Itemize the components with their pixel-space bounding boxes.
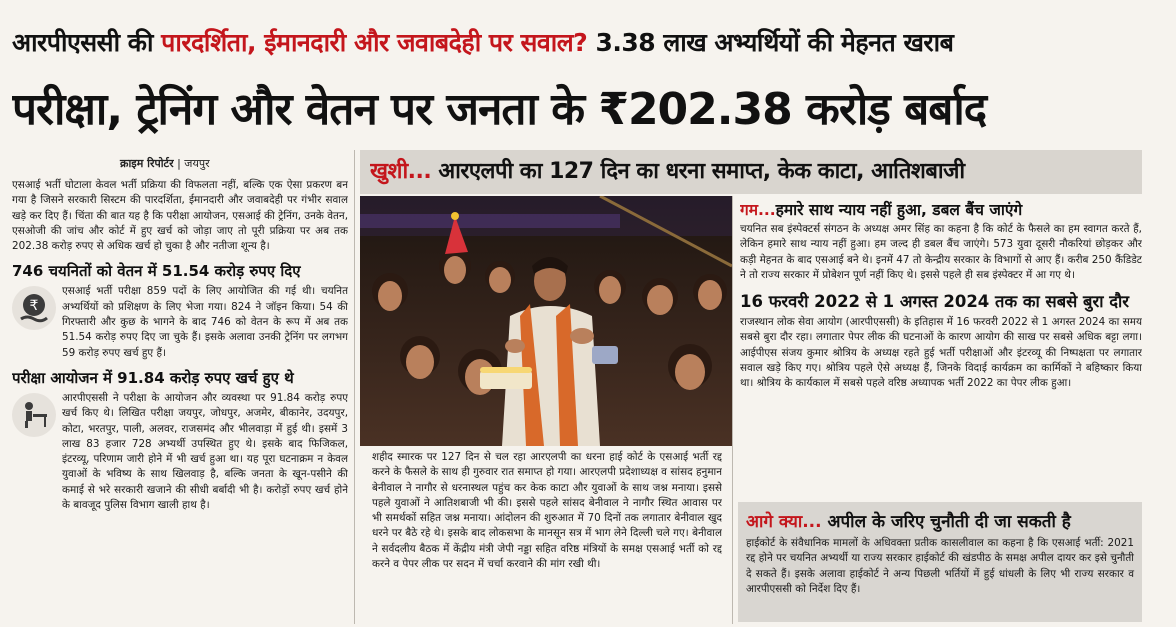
byline-reporter: क्राइम रिपोर्टर — [120, 157, 174, 170]
subhead-exam-cost: परीक्षा आयोजन में 91.84 करोड़ रुपए खर्च हुए थे — [12, 368, 294, 387]
svg-text:₹: ₹ — [29, 298, 39, 315]
salary-section — [12, 284, 348, 360]
worst-period-paragraph: राजस्थान लोक सेवा आयोग (आरपीएससी) के इतिहास में 16 फरवरी 2022 से 1 अगस्त 2024 का समय सबसे बुरा दौर रहा। लगातार पेपर लीक की घटनाओं के कारण आयोग की साख पर सबसे अधिक बट्टा लगा। आईपीएस संजय कुमार श्रोत्रिय के अध्यक्ष रहते हुई भर्ती परीक्षाओं और इंटरव्यू की निष्पक्षता पर लगातार सवाल खड़े किए गए। श्रोत्रिय पहले ऐसे अध्यक्ष हैं, जिनके विदाई कार्यक्रम का कार्मिकों ने बहिष्कार किया था। श्रोत्रिय के कार्यकाल में सबसे पहले वरिष्ठ अध्यापक भर्ती 2022 का पेपर लीक हुआ। — [740, 316, 1142, 390]
photo-title-text: आरएलपी का 127 दिन का धरना समाप्त, केक काटा, आतिशबाजी — [431, 159, 965, 184]
kicker-headline — [12, 22, 1162, 64]
column-divider-right — [732, 196, 733, 624]
whats-next-title: अपील के जरिए चुनौती दी जा सकती है — [821, 512, 1071, 532]
salary-paragraph: एसआई भर्ती परीक्षा 859 पदों के लिए आयोजित की गई थी। चयनित अभ्यर्थियों को प्रशिक्षण के लिए भेजा गया। 824 ने जॉइन किया। 54 की गिरफ्तारी और कुछ के भागने के बाद 746 को वेतन के रूप में अब तक 51.54 करोड़ रुपए दिए जा चुके हैं। इसके अलावा उनकी ट्रेनिंग पर लगभग 59 करोड़ रुपए खर्च हुए हैं। — [62, 285, 348, 359]
whats-next-tag: आगे क्या... — [746, 512, 822, 532]
left-column — [12, 178, 348, 623]
subhead-salary: 746 चयनितों को वेतन में 51.54 करोड़ रुपए दिए — [12, 262, 301, 281]
column-divider — [354, 150, 355, 624]
intro-paragraph: एसआई भर्ती घोटाला केवल भर्ती प्रक्रिया की विफलता नहीं, बल्कि एक ऐसा प्रकरण बन गया है जिसने सरकारी सिस्टम की पारदर्शिता, ईमानदारी और जवाबदेही पर गंभीर सवाल खड़े कर दिए हैं। चिंता की बात यह है कि परीक्षा आयोजन, एसआई की ट्रेनिंग, उनके वेतन, एसओजी की जांच और कोर्ट में हुए खर्च को जोड़ा जाए तो पूरी प्रक्रिया पर अब तक 202.38 करोड़ रुपए से अधिक खर्च हो चुका है और नतीजा शून्य है। — [12, 179, 348, 253]
kicker-part2: पारदर्शिता, ईमानदारी और जवाबदेही पर सवाल? — [161, 28, 588, 57]
celebration-photo — [360, 196, 732, 446]
section-head-worst-period: 16 फरवरी 2022 से 1 अगस्त 2024 तक का सबसे बुरा दौर — [740, 292, 1129, 312]
section-head-grief — [740, 198, 1142, 222]
grief-paragraph: चयनित सब इंस्पेक्टर्स संगठन के अध्यक्ष अमर सिंह का कहना है कि कोर्ट के फैसले का हम स्वागत करते हैं, लेकिन हमारे साथ न्याय नहीं हुआ। हम जल्द ही डबल बैंच जाएंगे। 573 युवा दूसरी नौकरियां छोड़कर और कड़ी मेहनत के बाद एसआई बने थे। इनमें 47 तो केन्द्रीय सरकार के विभागों से आए हैं। करीब 250 कैंडिडेट ने तो राज्य सरकार में प्रोबेशन पूर्ण नहीं किए थे। इससे पहले ही सब इंस्पेक्टर में आ गए थे। — [740, 223, 1142, 281]
kicker-part1: आरपीएससी की — [12, 28, 162, 57]
exam-section — [12, 391, 348, 513]
section-head-whats-next — [746, 508, 1134, 536]
byline-city: | जयपुर — [173, 157, 210, 170]
right-column — [740, 198, 1142, 498]
whats-next-paragraph: हाईकोर्ट के संवैधानिक मामलों के अधिवक्ता प्रतीक कासलीवाल का कहना है कि एसआई भर्ती: 2021 रद्द होने पर चयनित अभ्यर्थी या राज्य सरकार हाईकोर्ट की खंडपीठ के समक्ष अपील दायर कर इसे चुनौती दे सकते हैं। इसके अलावा हाईकोर्ट ने अन्य पिछली भर्तियों में हुई धांधली के लिए भी राज्य सरकार व आरपीएससी को निर्देश दिए हैं। — [746, 537, 1134, 595]
rupee-coin-icon — [12, 286, 56, 330]
byline — [120, 156, 210, 171]
exam-paragraph: आरपीएससी ने परीक्षा के आयोजन और व्यवस्था पर 91.84 करोड़ रुपए खर्च किए थे। लिखित परीक्षा जयपुर, जोधपुर, अजमेर, बीकानेर, उदयपुर, कोटा, भरतपुर, पाली, अलवर, राजसमंद और भीलवाड़ा में हुई थी। इसमें 3 लाख 83 हजार 728 अभ्यर्थी उपस्थित हुए थे। इसके बाद फिजिकल, इंटरव्यू, परिणाम जारी होने में भी खर्च हुआ था। यह पूरा घटनाक्रम न केवल युवाओं के भविष्य के साथ खिलवाड़ है, बल्कि जनता के खून-पसीने की कमाई से भरे सरकारी खजाने की सीधी बर्बादी भी है। करोड़ों रुपए खर्च होने के बावजूद पुलिस विभाग खाली हाथ है। — [62, 391, 348, 512]
kicker-part3: 3.38 लाख अभ्यर्थियों की मेहनत खराब — [587, 28, 954, 57]
photo-title-tag: खुशी... — [370, 159, 432, 184]
photo-story-text — [372, 450, 722, 625]
grief-tag: गम... — [740, 201, 776, 219]
photo-story-title — [370, 150, 1140, 194]
exam-desk-icon — [12, 393, 56, 437]
photo-story-paragraph: शहीद स्मारक पर 127 दिन से चल रहा आरएलपी का धरना हाई कोर्ट के एसआई भर्ती रद्द करने के फैसले के साथ ही गुरुवार रात समाप्त हो गया। आरएलपी प्रदेशाध्यक्ष व सांसद हनुमान बेनीवाल ने नागौर से धरनास्थल पहुंच कर केक काटा और युवाओं के साथ जश्न मनाया। इससे पहले युवाओं ने आतिशबाजी भी की। इससे पहले सांसद बेनीवाल ने नागौर स्थित आवास पर भी समर्थकों सहित जश्न मनाया। आंदोलन की शुरुआत में 70 दिनों तक लगातार बेनीवाल खुद धरने पर बैठे रहे थे। इसके बाद लोकसभा के मानसून सत्र में भाग लेने दिल्ली चले गए। बेनीवाल ने सर्वदलीय बैठक में केंद्रीय मंत्री जेपी नड्डा सहित वरिष्ठ मंत्रियों के समक्ष एसआई भर्ती को रद्द करने व पेपर लीक पर सदन में चर्चा करवाने की मांग रखी थी। — [372, 451, 722, 571]
whats-next-box — [738, 502, 1142, 622]
grief-title: हमारे साथ न्याय नहीं हुआ, डबल बैंच जाएंगे — [775, 201, 1023, 219]
main-headline: परीक्षा, ट्रेनिंग और वेतन पर जनता के ₹202.38 करोड़ बर्बाद — [12, 84, 987, 135]
